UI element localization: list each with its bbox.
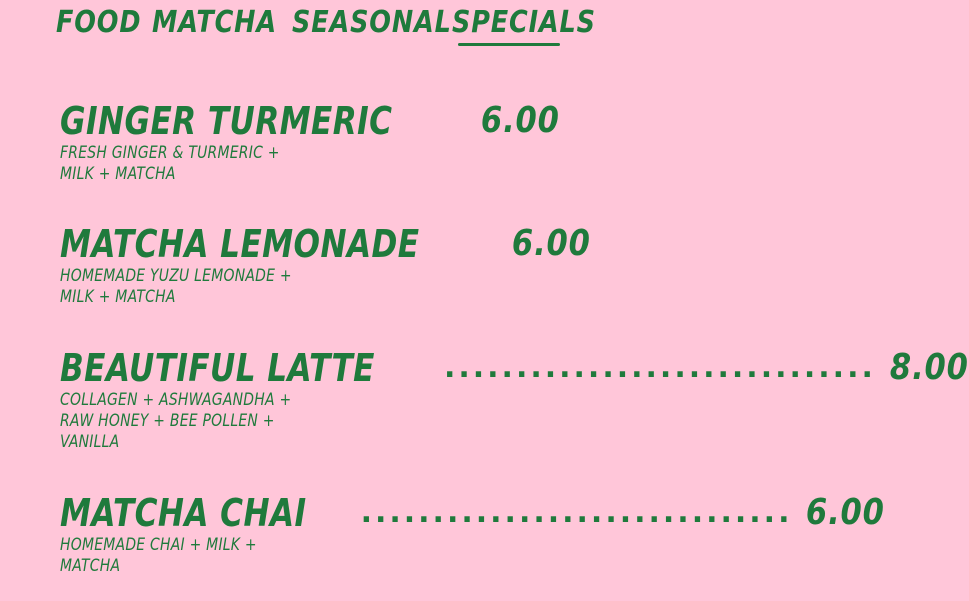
description-line: MATCHA (60, 556, 121, 576)
menu-item-title-row (60, 487, 886, 535)
specials-menu (60, 95, 969, 577)
description-line: MILK + MATCHA (60, 287, 176, 307)
menu-item-price: 8.00 (889, 347, 969, 388)
active-nav-underline (458, 43, 560, 46)
menu-item-description (60, 143, 322, 185)
description-line: COLLAGEN + ASHWAGANDHA + (60, 390, 292, 410)
description-line: MILK + MATCHA (60, 164, 176, 184)
leader-dots (465, 104, 467, 138)
nav-food[interactable]: FOOD (56, 5, 142, 40)
menu-item (60, 342, 969, 487)
menu-item (60, 95, 560, 218)
menu-item-description (60, 266, 322, 308)
leader-dots: .............................. (443, 350, 876, 385)
menu-item (60, 218, 592, 342)
menu-item-title-row (60, 218, 592, 266)
menu-item-title-row (60, 342, 969, 390)
menu-item-description (60, 535, 322, 577)
nav-seasonal[interactable]: SEASONAL (292, 5, 452, 40)
menu-item-price: 6.00 (512, 223, 592, 264)
menu-item (60, 487, 886, 577)
description-line: HOMEMADE YUZU LEMONADE + (60, 266, 292, 286)
nav-specials[interactable]: SPECIALS (452, 5, 596, 40)
menu-item-price: 6.00 (806, 492, 886, 533)
description-line: HOMEMADE CHAI + MILK + (60, 535, 257, 555)
menu-item-description (60, 390, 322, 453)
menu-item-name: GINGER TURMERIC (60, 99, 393, 143)
menu-item-price: 6.00 (481, 100, 560, 141)
description-line: VANILLA (60, 432, 120, 452)
top-nav (0, 0, 618, 70)
menu-item-title-row (60, 95, 560, 143)
nav-matcha[interactable]: MATCHA (152, 5, 277, 40)
menu-item-name: BEAUTIFUL LATTE (60, 346, 375, 390)
menu-item-name: MATCHA CHAI (60, 491, 307, 535)
description-line: FRESH GINGER & TURMERIC + (60, 143, 280, 163)
leader-dots: .............................. (360, 495, 793, 530)
menu-item-name: MATCHA LEMONADE (60, 222, 420, 266)
description-line: RAW HONEY + BEE POLLEN + (60, 411, 275, 431)
